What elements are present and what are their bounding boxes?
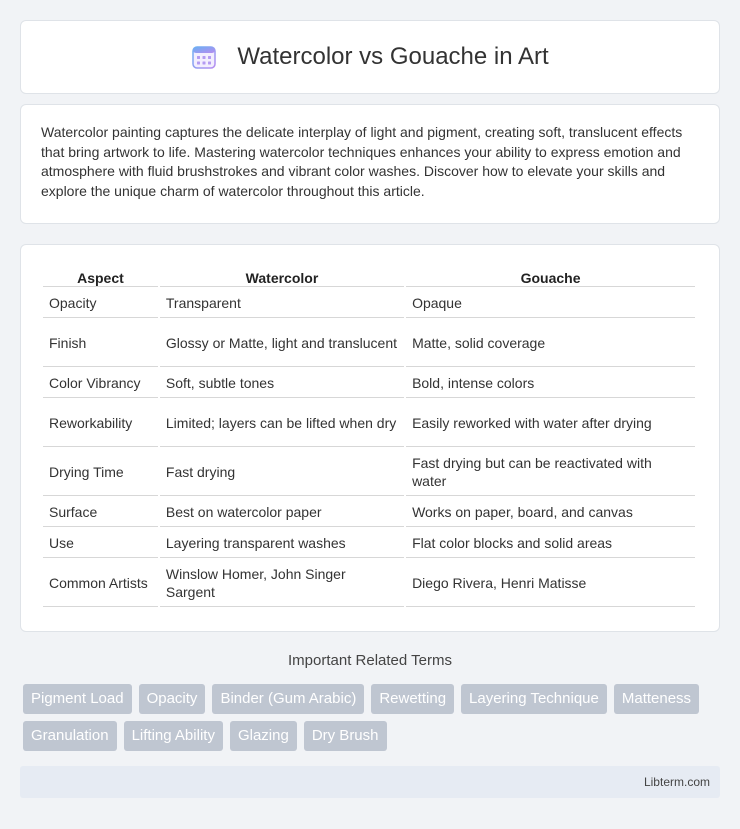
table-cell: Color Vibrancy (43, 369, 158, 398)
table-cell: Layering transparent washes (160, 529, 404, 558)
tag-lifting-ability[interactable]: Lifting Ability (124, 721, 223, 751)
footer-site-link[interactable]: Libterm.com (643, 775, 710, 789)
table-cell: Winslow Homer, John Singer Sargent (160, 560, 404, 607)
table-cell: Drying Time (43, 449, 158, 496)
table-cell: Best on watercolor paper (160, 498, 404, 527)
table-cell: Soft, subtle tones (160, 369, 404, 398)
page-title: Watercolor vs Gouache in Art (237, 43, 549, 70)
table-cell: Diego Rivera, Henri Matisse (406, 560, 695, 607)
table-header-row (43, 265, 695, 287)
intro-card (20, 104, 720, 224)
table-cell: Finish (43, 320, 158, 367)
tag-dry-brush[interactable]: Dry Brush (304, 721, 387, 751)
tag-pigment-load[interactable]: Pigment Load (23, 684, 132, 714)
table-row (43, 289, 695, 318)
tag-granulation[interactable]: Granulation (23, 721, 117, 751)
column-header-aspect: Aspect (43, 265, 158, 287)
table-cell: Surface (43, 498, 158, 527)
table-cell: Transparent (160, 289, 404, 318)
column-header-watercolor: Watercolor (160, 265, 404, 287)
related-terms-tags (23, 684, 723, 751)
table-cell: Fast drying (160, 449, 404, 496)
table-row (43, 560, 695, 607)
comparison-table-card (20, 244, 720, 632)
table-row (43, 369, 695, 398)
table-row (43, 320, 695, 367)
tag-layering-technique[interactable]: Layering Technique (461, 684, 607, 714)
table-cell: Limited; layers can be lifted when dry (160, 400, 404, 447)
intro-text: Watercolor painting captures the delicate interplay of light and pigment, creating soft, translucent effects that bring artwork to life. Mastering watercolor techniques enhances your ability to express emotion and atmosphere with fluid brushstrokes and vibrant color washes. Discover how to elevate your skills and explore the unique charm of watercolor throughout this article. (41, 124, 683, 199)
related-terms-title: Important Related Terms (288, 652, 452, 669)
table-cell: Flat color blocks and solid areas (406, 529, 695, 558)
table-row (43, 449, 695, 496)
tag-binder[interactable]: Binder (Gum Arabic) (212, 684, 364, 714)
table-cell: Fast drying but can be reactivated with water (406, 449, 695, 496)
tag-rewetting[interactable]: Rewetting (371, 684, 454, 714)
table-row (43, 498, 695, 527)
tag-opacity[interactable]: Opacity (139, 684, 206, 714)
table-row (43, 400, 695, 447)
comparison-table (41, 263, 697, 609)
table-cell: Opacity (43, 289, 158, 318)
table-cell: Glossy or Matte, light and translucent (160, 320, 404, 367)
table-cell: Reworkability (43, 400, 158, 447)
header-card (20, 20, 720, 94)
tag-matteness[interactable]: Matteness (614, 684, 699, 714)
table-cell: Use (43, 529, 158, 558)
table-cell: Common Artists (43, 560, 158, 607)
table-cell: Works on paper, board, and canvas (406, 498, 695, 527)
calendar-grid-icon (191, 44, 217, 70)
tag-glazing[interactable]: Glazing (230, 721, 297, 751)
table-cell: Easily reworked with water after drying (406, 400, 695, 447)
table-cell: Opaque (406, 289, 695, 318)
table-row (43, 529, 695, 558)
table-cell: Bold, intense colors (406, 369, 695, 398)
column-header-gouache: Gouache (406, 265, 695, 287)
footer (20, 766, 720, 798)
table-cell: Matte, solid coverage (406, 320, 695, 367)
